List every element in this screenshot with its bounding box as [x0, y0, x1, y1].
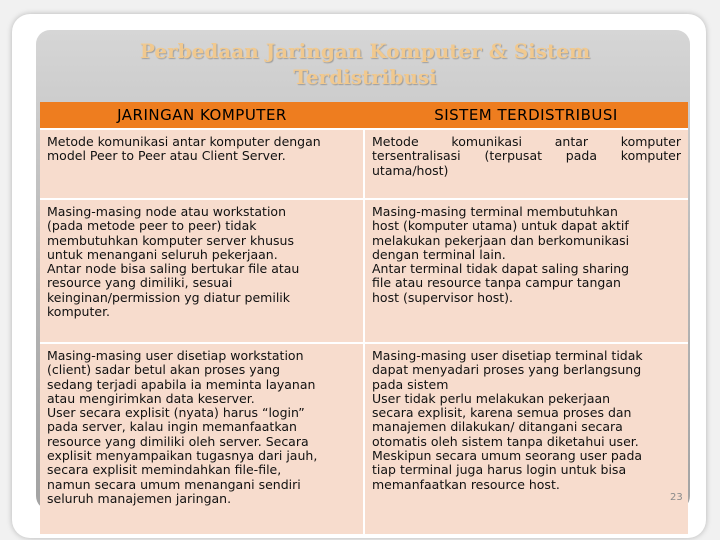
cell-line: sedang terjadi apabila ia meminta layanan [47, 376, 316, 392]
cell-line: memanfaatkan resource host. [372, 476, 560, 492]
cell-line: membutuhkan komputer server khusus [47, 232, 294, 248]
cell-row2-right [364, 199, 688, 343]
cell-line: atau mengirimkan data keserver. [47, 390, 255, 406]
cell-line: (pada metode peer to peer) tidak [47, 218, 257, 234]
slide-title [40, 38, 690, 90]
cell-row3-left [40, 343, 364, 534]
table-row [40, 199, 688, 343]
cell-line: file atau resource tanpa campur tangan [372, 275, 621, 291]
header-jaringan-komputer: JARINGAN KOMPUTER [40, 102, 364, 129]
cell-line: resource yang dimiliki, sesuai [47, 275, 233, 291]
cell-line: Masing-masing user disetiap terminal tidak [372, 348, 643, 363]
cell-line: Antar terminal tidak dapat saling sharing [372, 261, 630, 277]
cell-line: seluruh manajemen jaringan. [47, 490, 232, 506]
title-line-1: Perbedaan Jaringan Komputer & Sistem [139, 39, 591, 63]
cell-line: Masing-masing user disetiap workstation [47, 348, 304, 363]
cell-line: dapat menyadari proses yang berlangsung [372, 362, 642, 378]
cell-line: komputer. [47, 304, 111, 320]
cell-line: utama/host) [372, 162, 449, 178]
cell-line: otomatis oleh sistem tanpa diketahui user. [372, 433, 639, 449]
page-number: 23 [670, 492, 683, 503]
cell-line: Metode komunikasi antar komputer [372, 134, 681, 149]
table-row [40, 129, 688, 199]
table-header-row [40, 102, 688, 129]
cell-line: secara explisit memindahkan file-file, [47, 462, 282, 478]
cell-line: namun secara umum menangani sendiri [47, 476, 301, 492]
cell-row2-left [40, 199, 364, 343]
cell-line: tiap terminal juga harus login untuk bisa [372, 462, 627, 478]
cell-line: host (komputer utama) untuk dapat aktif [372, 218, 629, 234]
cell-line: host (supervisor host). [372, 289, 514, 305]
header-sistem-terdistribusi: SISTEM TERDISTRIBUSI [364, 102, 688, 129]
cell-line: User tidak perlu melakukan pekerjaan [372, 390, 611, 406]
cell-row3-right [364, 343, 688, 534]
cell-line: melakukan pekerjaan dan berkomunikasi [372, 232, 630, 248]
cell-line: Meskipun secara umum seorang user pada [372, 448, 643, 464]
cell-line: Antar node bisa saling bertukar file atau [47, 261, 300, 277]
cell-line: Metode komunikasi antar komputer dengan [47, 134, 321, 149]
cell-line: pada sistem [372, 376, 449, 392]
cell-line: manajemen dilakukan/ ditangani secara [372, 419, 623, 435]
cell-line: secara explisit, karena semua proses dan [372, 405, 632, 421]
cell-line: resource yang dimiliki oleh server. Secara [47, 433, 309, 449]
cell-line: keinginan/permission yg diatur pemilik [47, 289, 291, 305]
comparison-table [40, 102, 688, 534]
cell-line: Masing-masing node atau workstation [47, 204, 287, 219]
cell-line: explisit menyampaikan tugasnya dari jauh, [47, 448, 318, 464]
cell-line: tersentralisasi (terpusat pada komputer [372, 148, 681, 164]
cell-line: untuk menangani seluruh pekerjaan. [47, 246, 278, 262]
cell-line: dengan terminal lain. [372, 246, 506, 262]
cell-row1-right [364, 129, 688, 199]
cell-row1-left [40, 129, 364, 199]
cell-line: (client) sadar betul akan proses yang [47, 362, 281, 378]
table-row [40, 343, 688, 534]
cell-line: Masing-masing terminal membutuhkan [372, 204, 618, 219]
cell-line: pada server, kalau ingin memanfaatkan [47, 419, 297, 435]
cell-line: User secara explisit (nyata) harus “login” [47, 405, 305, 421]
cell-line: model Peer to Peer atau Client Server. [47, 148, 286, 164]
title-line-2: Terdistribusi [293, 65, 437, 89]
